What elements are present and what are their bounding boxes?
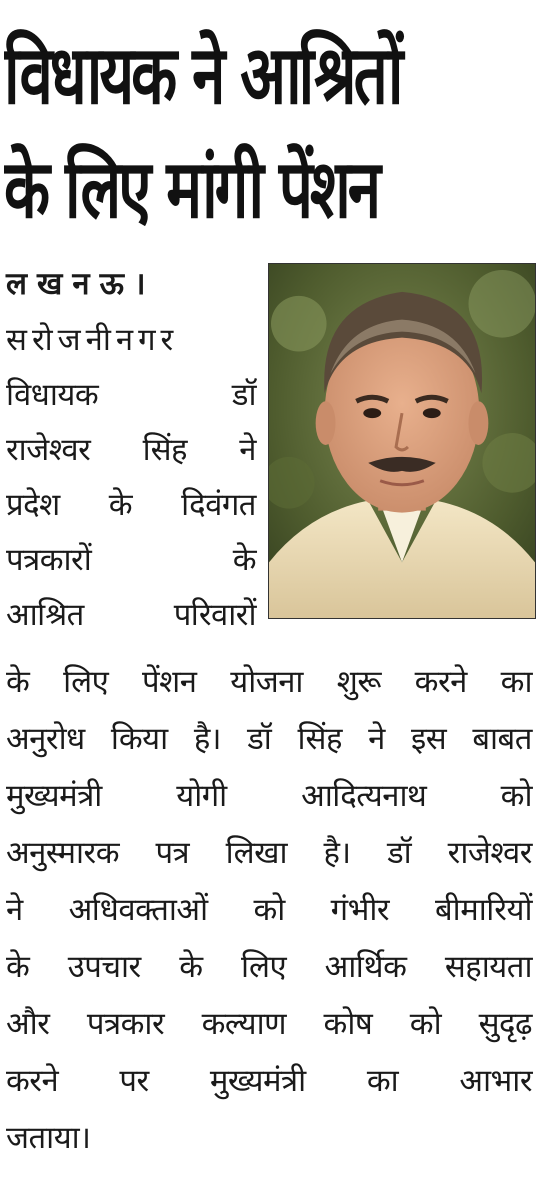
article-word: को <box>253 892 285 928</box>
article-line <box>6 538 256 582</box>
article-word: राजेश्वर <box>447 835 532 871</box>
portrait-icon <box>269 264 535 618</box>
article-line <box>6 483 256 527</box>
article-word: करने <box>6 1063 59 1099</box>
article-word: अनुस्मारक <box>6 835 120 871</box>
article-line <box>6 593 256 637</box>
article-word: उपचार <box>67 949 141 985</box>
article-word: योगी <box>176 778 227 814</box>
article-line: जताया। <box>6 1120 91 1156</box>
article-word: सिंह <box>297 721 342 757</box>
article-word: गंभीर <box>330 892 390 928</box>
article-word: सहायता <box>444 949 532 985</box>
article-word: के <box>232 542 256 578</box>
article-word: अधिवक्ताओं <box>68 892 208 928</box>
article-line <box>6 888 532 932</box>
article-word: है। <box>323 835 351 871</box>
article-word: पर <box>119 1063 149 1099</box>
article-word: विधायक <box>6 377 99 413</box>
article-line <box>6 660 532 704</box>
article-word: मुख्यमंत्री <box>209 1063 306 1099</box>
article-word: के <box>6 949 30 985</box>
article-word: का <box>500 664 532 700</box>
article-word: पत्रकारों <box>6 542 92 578</box>
article-word: शुरू <box>336 664 381 700</box>
article-word: के <box>179 949 203 985</box>
article-word: इस <box>410 721 447 757</box>
article-word: आदित्यनाथ <box>301 778 427 814</box>
article-word: बीमारियों <box>434 892 532 928</box>
article-word: अनुरोध <box>6 721 85 757</box>
article-word: बाबत <box>472 721 532 757</box>
article-line <box>6 428 256 472</box>
article-word: सरोजनीनगर <box>6 322 179 358</box>
article-word: प्रदेश <box>6 487 60 523</box>
article-word: किया <box>110 721 168 757</box>
article-word: दिवंगत <box>181 487 256 523</box>
article-word: का <box>366 1063 399 1099</box>
article-word: करने <box>414 664 467 700</box>
article-word: आश्रित <box>6 597 84 633</box>
article-word: डॉ <box>231 377 256 413</box>
article-line <box>6 318 256 362</box>
article-word: सुदृढ़ <box>478 1006 532 1042</box>
article-word: और <box>6 1006 50 1042</box>
headline-line-2: के लिए मांगी पेंशन <box>4 142 379 238</box>
article-line <box>6 1059 532 1103</box>
article-word: योजना <box>230 664 303 700</box>
article-word: ने <box>6 892 23 928</box>
article-word: के <box>6 664 30 700</box>
article-line <box>6 774 532 818</box>
article-word: लिखा <box>225 835 288 871</box>
article-word: लिए <box>63 664 109 700</box>
article-word: लिए <box>240 949 287 985</box>
headline-line-1: विधायक ने आश्रितों <box>4 28 401 124</box>
article-word: कोष <box>323 1006 373 1042</box>
article-word: डॉ <box>247 721 272 757</box>
article-word: पत्रकार <box>86 1006 165 1042</box>
article-word: पत्र <box>155 835 190 871</box>
article-line <box>6 1002 532 1046</box>
article-word: पेंशन <box>142 664 197 700</box>
dateline: लखनऊ। <box>6 266 156 302</box>
article-word: को <box>409 1006 442 1042</box>
article-word: सिंह <box>142 432 188 468</box>
article-word: ने <box>239 432 256 468</box>
article-word: को <box>500 778 532 814</box>
article-word: कल्याण <box>201 1006 287 1042</box>
article-word: आभार <box>459 1063 532 1099</box>
article-word: परिवारों <box>173 597 256 633</box>
article-word: है। <box>193 721 222 757</box>
article-line <box>6 831 532 875</box>
article-word: राजेश्वर <box>6 432 91 468</box>
portrait-photo <box>268 263 536 619</box>
article-word: के <box>108 487 133 523</box>
article-word: मुख्यमंत्री <box>6 778 102 814</box>
article-word: आर्थिक <box>324 949 407 985</box>
article-line <box>6 717 532 761</box>
article-line <box>6 945 532 989</box>
article-word: डॉ <box>387 835 412 871</box>
article-word: ने <box>368 721 385 757</box>
article-line <box>6 373 256 417</box>
